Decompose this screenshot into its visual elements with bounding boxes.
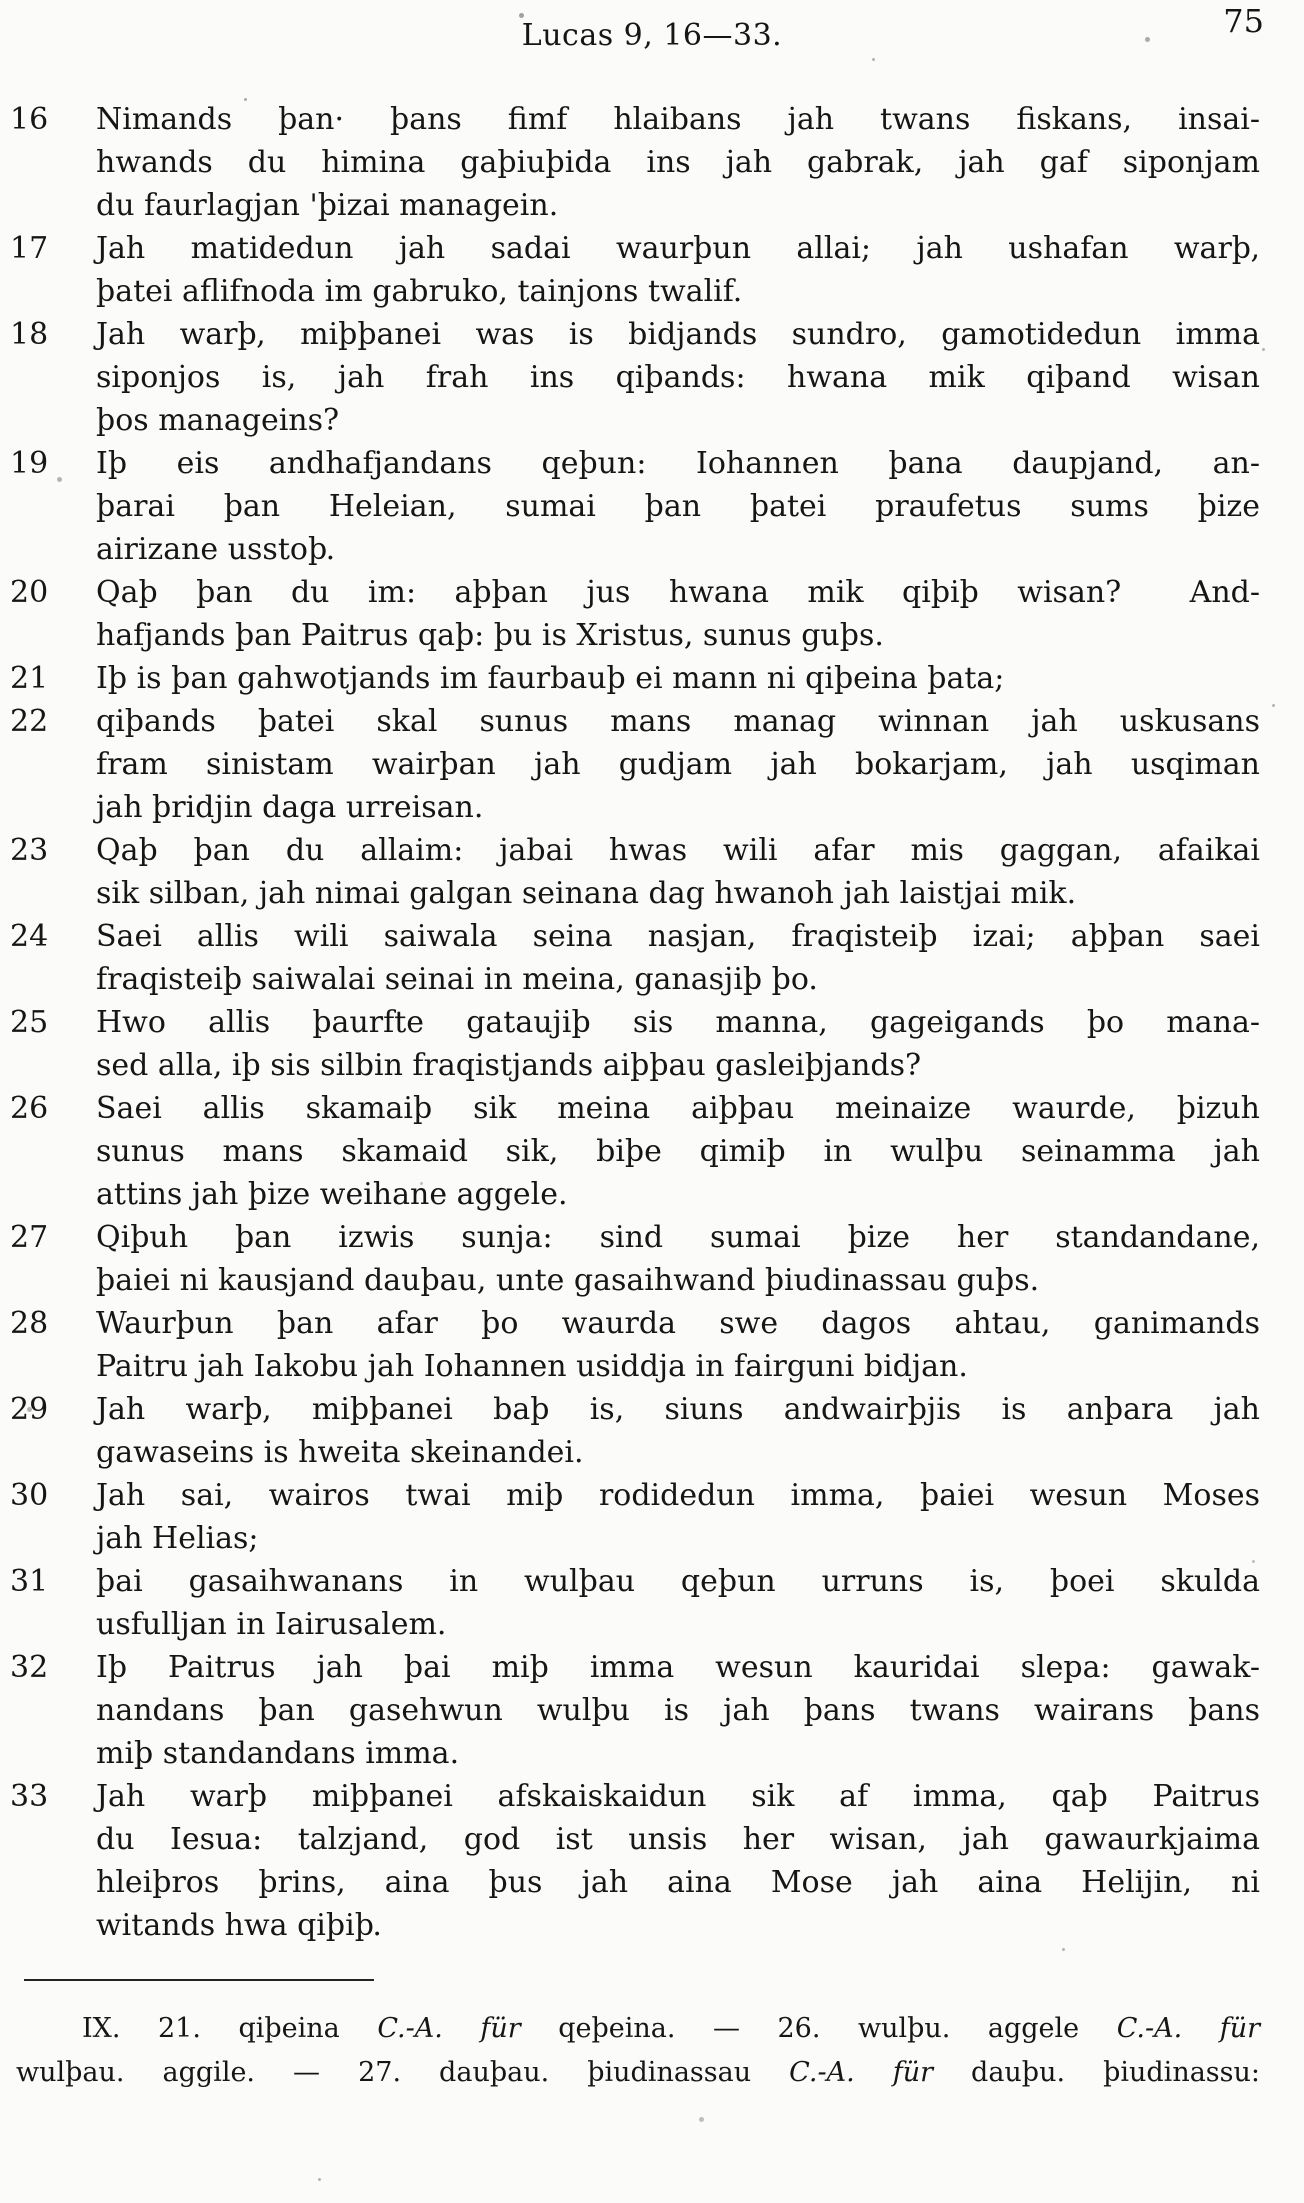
footnote-line bbox=[16, 2007, 1260, 2051]
verse-line: Jah matidedun jah sadai waurþun allai; jah ushafan warþ, bbox=[96, 231, 1260, 266]
verse-line: jah Helias; bbox=[96, 1521, 259, 1556]
footnote-italic-text: für bbox=[480, 2013, 521, 2044]
verse bbox=[10, 657, 1260, 700]
verse-line: Qiþuh þan izwis sunja: sind sumai þize her standandane, bbox=[96, 1220, 1260, 1255]
verse bbox=[10, 1001, 1260, 1087]
verse-line: Saei allis wili saiwala seina nasjan, fraqisteiþ izai; aþþan saei bbox=[96, 919, 1260, 954]
verse bbox=[10, 915, 1260, 1001]
page-title: Lucas 9, 16—33. bbox=[521, 18, 783, 53]
verse-number: 27 bbox=[10, 1220, 49, 1255]
verse bbox=[10, 1388, 1260, 1474]
verse bbox=[10, 1474, 1260, 1560]
footnote-italic-text: C.-A. bbox=[1116, 2013, 1183, 2044]
verse-number: 28 bbox=[10, 1306, 49, 1341]
verse-line: nandans þan gasehwun wulþu is jah þans twans wairans þans bbox=[96, 1693, 1260, 1728]
verse-number: 30 bbox=[10, 1478, 49, 1513]
verse bbox=[10, 442, 1260, 571]
footnote-text: wulþau. aggile. — 27. dauþau. þiudinassau bbox=[16, 2057, 790, 2088]
verse bbox=[10, 313, 1260, 442]
verse-line: gawaseins is hweita skeinandei. bbox=[96, 1435, 584, 1470]
page-header bbox=[0, 0, 1304, 74]
verse-line: Paitru jah Iakobu jah Iohannen usiddja in fairguni bidjan. bbox=[96, 1349, 968, 1384]
verse-number: 20 bbox=[10, 575, 49, 610]
verse-line: Jah warþ miþþanei afskaiskaidun sik af imma, qaþ Paitrus bbox=[96, 1779, 1260, 1814]
verse-number: 33 bbox=[10, 1779, 49, 1814]
footnote-text bbox=[1182, 2013, 1220, 2044]
verse-line: fram sinistam wairþan jah gudjam jah bokarjam, jah usqiman bbox=[96, 747, 1260, 782]
verse bbox=[10, 571, 1260, 657]
verse-number: 25 bbox=[10, 1005, 49, 1040]
verse-number: 22 bbox=[10, 704, 49, 739]
verse-line: hafjands þan Paitrus qaþ: þu is Xristus, sunus guþs. bbox=[96, 618, 884, 653]
verse bbox=[10, 1775, 1260, 1947]
verse-line: Iþ Paitrus jah þai miþ imma wesun kauridai slepa: gawak- bbox=[96, 1650, 1260, 1685]
verse-line: usfulljan in Iairusalem. bbox=[96, 1607, 447, 1642]
footnote-text: qeþeina. — 26. wulþu. aggele bbox=[520, 2013, 1117, 2044]
footnote-text: IX. 21. qiþeina bbox=[82, 2013, 378, 2044]
verse-line: þarai þan Heleian, sumai þan þatei praufetus sums þize bbox=[96, 489, 1260, 524]
verse-line: Jah warþ, miþþanei baþ is, siuns andwairþjis is anþara jah bbox=[96, 1392, 1260, 1427]
verse bbox=[10, 1302, 1260, 1388]
verse bbox=[10, 1646, 1260, 1775]
verse-line: Iþ eis andhafjandans qeþun: Iohannen þana daupjand, an- bbox=[96, 446, 1260, 481]
verse-line: miþ standandans imma. bbox=[96, 1736, 460, 1771]
verse-line: fraqisteiþ saiwalai seinai in meina, ganasjiþ þo. bbox=[96, 962, 818, 997]
verse bbox=[10, 98, 1260, 227]
verse-line: hleiþros þrins, aina þus jah aina Mose jah aina Helijin, ni bbox=[96, 1865, 1260, 1900]
footnote-text: dauþu. þiudinassu: bbox=[933, 2057, 1261, 2088]
verse-line: Waurþun þan afar þo waurda swe dagos ahtau, ganimands bbox=[96, 1306, 1260, 1341]
verse-number: 23 bbox=[10, 833, 49, 868]
verse-line: du faurlagjan 'þizai managein. bbox=[96, 188, 559, 223]
verse bbox=[10, 700, 1260, 829]
verse bbox=[10, 1087, 1260, 1216]
verse-line: sunus mans skamaid sik, biþe qimiþ in wulþu seinamma jah bbox=[96, 1134, 1260, 1169]
verse-line: jah þridjin daga urreisan. bbox=[96, 790, 484, 825]
verse-line: witands hwa qiþiþ. bbox=[96, 1908, 382, 1943]
verse-line: Saei allis skamaiþ sik meina aiþþau meinaize waurde, þizuh bbox=[96, 1091, 1260, 1126]
footnote-text bbox=[855, 2057, 893, 2088]
page-number: 75 bbox=[1223, 2, 1264, 40]
verse-line: siponjos is, jah frah ins qiþands: hwana mik qiþand wisan bbox=[96, 360, 1260, 395]
verse-line: qiþands þatei skal sunus mans manag winnan jah uskusans bbox=[96, 704, 1260, 739]
footnote-italic-text: C.-A. bbox=[789, 2057, 855, 2088]
verse bbox=[10, 829, 1260, 915]
verse-number: 21 bbox=[10, 661, 49, 696]
verse-number: 31 bbox=[10, 1564, 49, 1599]
verse bbox=[10, 1216, 1260, 1302]
verse-line: sik silban, jah nimai galgan seinana dag hwanoh jah laistjai mik. bbox=[96, 876, 1077, 911]
verse-line: Qaþ þan du allaim: jabai hwas wili afar mis gaggan, afaikai bbox=[96, 833, 1260, 868]
footnote-text bbox=[443, 2013, 481, 2044]
footnote-italic-text: für bbox=[892, 2057, 933, 2088]
verse-line: Hwo allis þaurfte gataujiþ sis manna, gageigands þo mana- bbox=[96, 1005, 1260, 1040]
footnote-rule bbox=[24, 1979, 374, 1981]
verse-line: sed alla, iþ sis silbin fraqistjands aiþþau gasleiþjands? bbox=[96, 1048, 922, 1083]
footnote-italic-text: für bbox=[1219, 2013, 1261, 2044]
verse-line: attins jah þize weihane aggele. bbox=[96, 1177, 568, 1212]
verse-line: du Iesua: talzjand, god ist unsis her wisan, jah gawaurkjaima bbox=[96, 1822, 1260, 1857]
verse-line: Jah warþ, miþþanei was is bidjands sundro, gamotidedun imma bbox=[96, 317, 1260, 352]
verse-line: hwands du himina gaþiuþida ins jah gabrak, jah gaf siponjam bbox=[96, 145, 1260, 180]
verse-line: airizane usstoþ. bbox=[96, 532, 336, 567]
footnote-line bbox=[16, 2051, 1260, 2095]
verse-list bbox=[10, 98, 1260, 1947]
verse-line: þos manageins? bbox=[96, 403, 340, 438]
verse-line: þatei aflifnoda im gabruko, tainjons twalif. bbox=[96, 274, 743, 309]
verse-number: 29 bbox=[10, 1392, 49, 1427]
verse bbox=[10, 227, 1260, 313]
verse bbox=[10, 1560, 1260, 1646]
verse-number: 19 bbox=[10, 446, 49, 481]
verse-line: Nimands þan· þans fimf hlaibans jah twans fiskans, insai- bbox=[96, 102, 1260, 137]
footnote-italic-text: C.-A. bbox=[377, 2013, 443, 2044]
footnote bbox=[16, 2007, 1260, 2095]
verse-line: Iþ is þan gahwotjands im faurbauþ ei mann ni qiþeina þata; bbox=[96, 661, 1005, 696]
verse-number: 32 bbox=[10, 1650, 49, 1685]
verse-number: 24 bbox=[10, 919, 49, 954]
verse-number: 18 bbox=[10, 317, 49, 352]
verse-line: þaiei ni kausjand dauþau, unte gasaihwand þiudinassau guþs. bbox=[96, 1263, 1040, 1298]
verse-number: 17 bbox=[10, 231, 49, 266]
verse-line: þai gasaihwanans in wulþau qeþun urruns is, þoei skulda bbox=[96, 1564, 1260, 1599]
verse-number: 26 bbox=[10, 1091, 49, 1126]
verse-line: Qaþ þan du im: aþþan jus hwana mik qiþiþ wisan? And- bbox=[96, 575, 1260, 610]
verse-line: Jah sai, wairos twai miþ rodidedun imma, þaiei wesun Moses bbox=[96, 1478, 1260, 1513]
verse-number: 16 bbox=[10, 102, 49, 137]
